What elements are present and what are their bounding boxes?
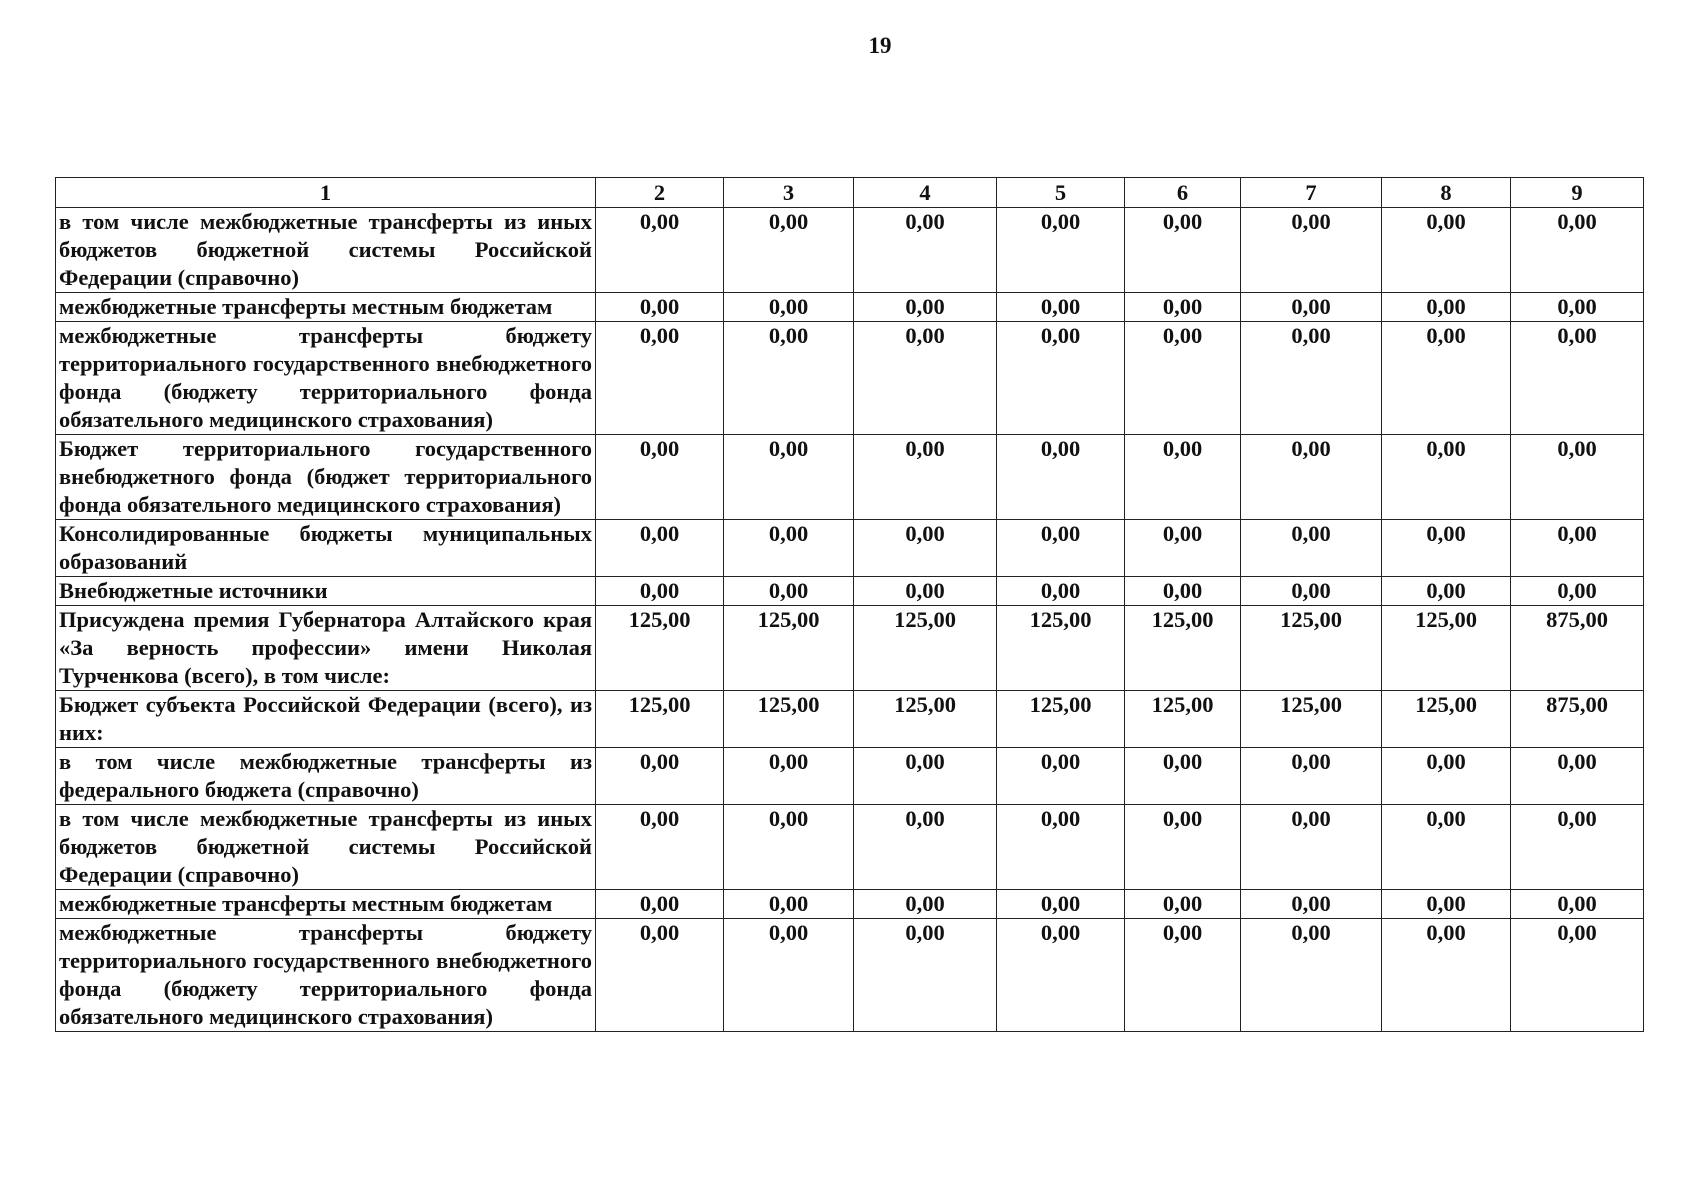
value-cell: 0,00 (997, 890, 1125, 919)
row-label: в том числе межбюджетные трансферты из федерального бюджета (справочно) (56, 748, 596, 805)
value-cell: 0,00 (997, 208, 1125, 293)
table-row (56, 890, 1644, 919)
column-header: 9 (1511, 178, 1644, 208)
page-number: 19 (868, 33, 892, 58)
value-cell: 125,00 (596, 691, 724, 748)
value-cell: 125,00 (596, 606, 724, 691)
value-cell: 0,00 (724, 890, 854, 919)
column-header: 5 (997, 178, 1125, 208)
table-row (56, 293, 1644, 322)
value-cell: 875,00 (1511, 606, 1644, 691)
value-cell: 125,00 (1382, 606, 1511, 691)
value-cell: 0,00 (854, 748, 997, 805)
value-cell: 0,00 (1382, 322, 1511, 435)
value-cell: 0,00 (854, 805, 997, 890)
value-cell: 0,00 (596, 520, 724, 577)
row-label: Внебюджетные источники (56, 577, 596, 606)
row-label: межбюджетные трансферты местным бюджетам (56, 890, 596, 919)
value-cell: 125,00 (724, 691, 854, 748)
value-cell: 0,00 (596, 208, 724, 293)
value-cell: 0,00 (997, 748, 1125, 805)
value-cell: 125,00 (997, 691, 1125, 748)
value-cell: 0,00 (997, 919, 1125, 1032)
value-cell: 0,00 (854, 435, 997, 520)
column-header: 3 (724, 178, 854, 208)
value-cell: 0,00 (596, 435, 724, 520)
value-cell: 0,00 (854, 890, 997, 919)
table-row (56, 606, 1644, 691)
value-cell: 0,00 (1125, 890, 1241, 919)
value-cell: 875,00 (1511, 691, 1644, 748)
value-cell: 0,00 (854, 919, 997, 1032)
value-cell: 0,00 (596, 577, 724, 606)
value-cell: 0,00 (1382, 919, 1511, 1032)
value-cell: 0,00 (854, 293, 997, 322)
row-label: межбюджетные трансферты бюджету территориального государственного внебюджетного фонда (бюджету территориального фонда обязательного медицинского страхования) (56, 322, 596, 435)
value-cell: 125,00 (1125, 691, 1241, 748)
value-cell: 0,00 (1382, 293, 1511, 322)
value-cell: 0,00 (1241, 919, 1382, 1032)
value-cell: 0,00 (997, 577, 1125, 606)
table-row (56, 435, 1644, 520)
value-cell: 0,00 (724, 805, 854, 890)
value-cell: 0,00 (1511, 208, 1644, 293)
value-cell: 0,00 (1241, 435, 1382, 520)
value-cell: 0,00 (1511, 435, 1644, 520)
column-header: 4 (854, 178, 997, 208)
value-cell: 0,00 (997, 322, 1125, 435)
column-header: 7 (1241, 178, 1382, 208)
value-cell: 0,00 (596, 293, 724, 322)
value-cell: 0,00 (1125, 208, 1241, 293)
value-cell: 0,00 (1511, 919, 1644, 1032)
value-cell: 0,00 (997, 293, 1125, 322)
table-row (56, 322, 1644, 435)
value-cell: 0,00 (1241, 322, 1382, 435)
value-cell: 0,00 (1125, 322, 1241, 435)
value-cell: 125,00 (854, 606, 997, 691)
table-row (56, 919, 1644, 1032)
value-cell: 0,00 (1125, 577, 1241, 606)
row-label: Бюджет субъекта Российской Федерации (всего), из них: (56, 691, 596, 748)
row-label: Консолидированные бюджеты муниципальных образований (56, 520, 596, 577)
value-cell: 0,00 (724, 435, 854, 520)
row-label: в том числе межбюджетные трансферты из иных бюджетов бюджетной системы Российской Федерации (справочно) (56, 208, 596, 293)
table-header-row (56, 178, 1644, 208)
value-cell: 0,00 (596, 805, 724, 890)
value-cell: 0,00 (1511, 805, 1644, 890)
value-cell: 0,00 (596, 890, 724, 919)
column-header: 8 (1382, 178, 1511, 208)
column-header: 2 (596, 178, 724, 208)
value-cell: 125,00 (1382, 691, 1511, 748)
value-cell: 0,00 (854, 322, 997, 435)
value-cell: 0,00 (1125, 919, 1241, 1032)
table-body (56, 208, 1644, 1032)
value-cell: 0,00 (1125, 293, 1241, 322)
value-cell: 0,00 (1241, 520, 1382, 577)
value-cell: 0,00 (1382, 520, 1511, 577)
value-cell: 0,00 (1241, 208, 1382, 293)
value-cell: 0,00 (596, 322, 724, 435)
column-header: 1 (56, 178, 596, 208)
value-cell: 0,00 (724, 520, 854, 577)
value-cell: 0,00 (1511, 577, 1644, 606)
value-cell: 125,00 (854, 691, 997, 748)
value-cell: 0,00 (1382, 748, 1511, 805)
value-cell: 0,00 (1511, 748, 1644, 805)
value-cell: 0,00 (1125, 520, 1241, 577)
value-cell: 0,00 (1241, 805, 1382, 890)
value-cell: 0,00 (724, 748, 854, 805)
value-cell: 0,00 (1125, 748, 1241, 805)
value-cell: 0,00 (1241, 293, 1382, 322)
row-label: Присуждена премия Губернатора Алтайского края «За верность профессии» имени Николая Турченкова (всего), в том числе: (56, 606, 596, 691)
value-cell: 0,00 (1241, 890, 1382, 919)
value-cell: 0,00 (724, 919, 854, 1032)
value-cell: 0,00 (1241, 748, 1382, 805)
value-cell: 0,00 (724, 322, 854, 435)
value-cell: 0,00 (724, 208, 854, 293)
value-cell: 125,00 (997, 606, 1125, 691)
row-label: межбюджетные трансферты местным бюджетам (56, 293, 596, 322)
value-cell: 0,00 (1511, 520, 1644, 577)
value-cell: 0,00 (854, 208, 997, 293)
column-header: 6 (1125, 178, 1241, 208)
value-cell: 125,00 (1241, 691, 1382, 748)
value-cell: 0,00 (854, 577, 997, 606)
row-label: межбюджетные трансферты бюджету территориального государственного внебюджетного фонда (бюджету территориального фонда обязательного медицинского страхования) (56, 919, 596, 1032)
table-row (56, 208, 1644, 293)
row-label: Бюджет территориального государственного внебюджетного фонда (бюджет территориального фонда обязательного медицинского страхования) (56, 435, 596, 520)
value-cell: 0,00 (997, 520, 1125, 577)
value-cell: 0,00 (1382, 435, 1511, 520)
value-cell: 0,00 (854, 520, 997, 577)
value-cell: 0,00 (1382, 890, 1511, 919)
budget-table (55, 177, 1644, 1032)
value-cell: 0,00 (1125, 435, 1241, 520)
table-row (56, 577, 1644, 606)
value-cell: 0,00 (1511, 293, 1644, 322)
value-cell: 0,00 (1382, 805, 1511, 890)
value-cell: 0,00 (997, 435, 1125, 520)
value-cell: 0,00 (1511, 322, 1644, 435)
row-label: в том числе межбюджетные трансферты из иных бюджетов бюджетной системы Российской Федерации (справочно) (56, 805, 596, 890)
value-cell: 0,00 (1382, 208, 1511, 293)
value-cell: 0,00 (1382, 577, 1511, 606)
value-cell: 0,00 (724, 577, 854, 606)
value-cell: 125,00 (1241, 606, 1382, 691)
value-cell: 0,00 (997, 805, 1125, 890)
value-cell: 0,00 (596, 748, 724, 805)
value-cell: 0,00 (724, 293, 854, 322)
value-cell: 0,00 (1125, 805, 1241, 890)
value-cell: 0,00 (1511, 890, 1644, 919)
value-cell: 0,00 (1241, 577, 1382, 606)
table-row (56, 748, 1644, 805)
value-cell: 125,00 (724, 606, 854, 691)
value-cell: 0,00 (596, 919, 724, 1032)
table-row (56, 520, 1644, 577)
table-row (56, 805, 1644, 890)
table-row (56, 691, 1644, 748)
value-cell: 125,00 (1125, 606, 1241, 691)
